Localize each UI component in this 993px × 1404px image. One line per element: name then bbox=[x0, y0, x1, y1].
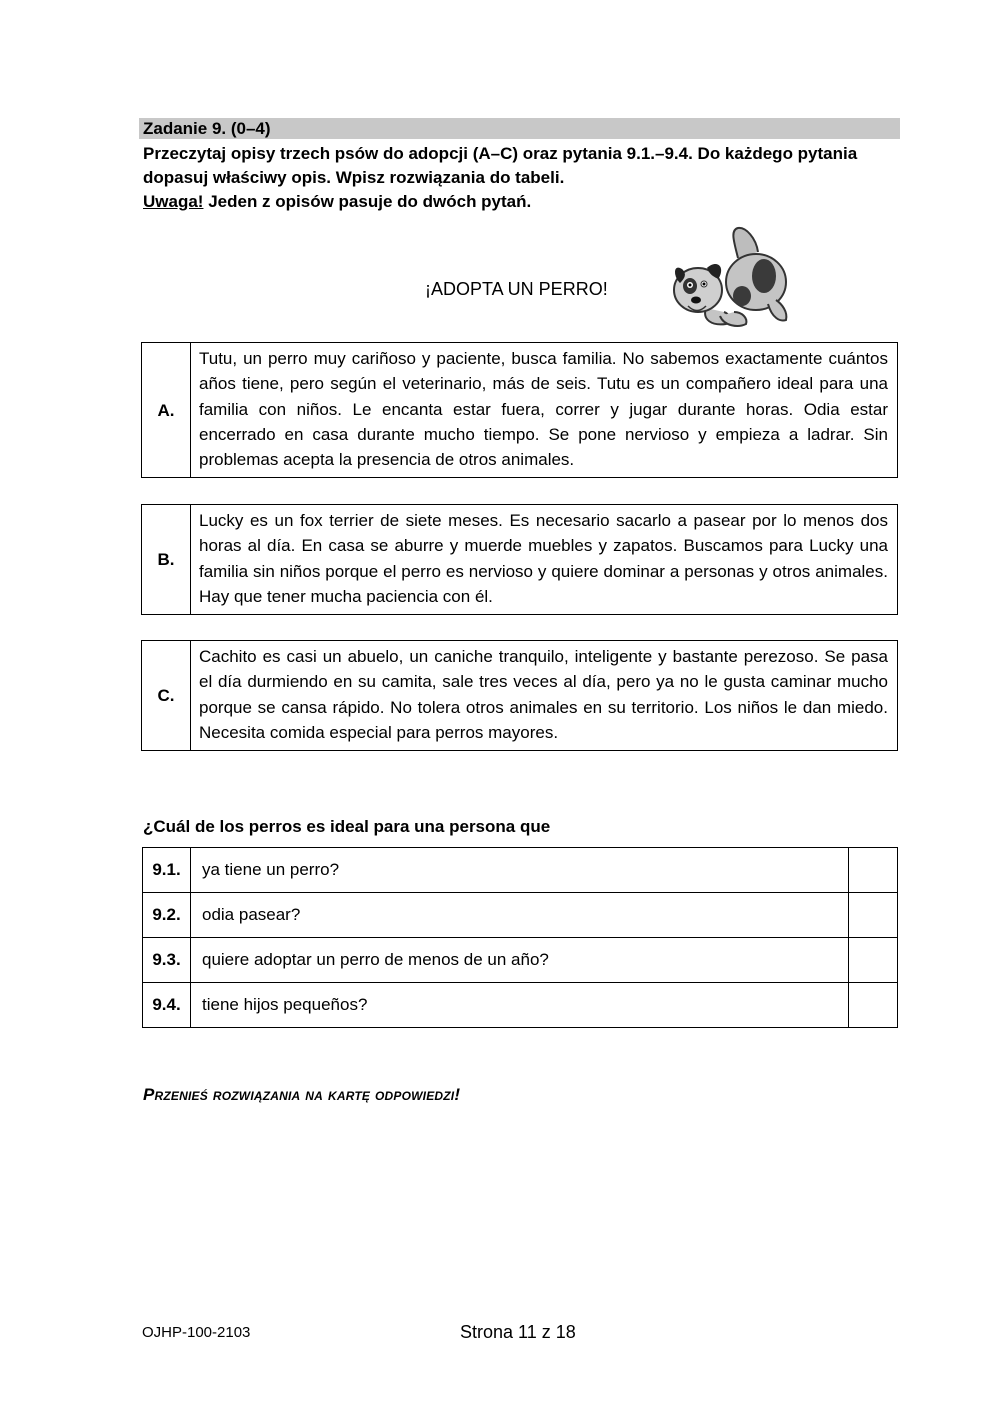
description-text: Tutu, un perro muy cariñoso y paciente, busca familia. No sabemos exactamente cuántos años tiene, pero según el veterinario, más de seis. Tutu es un compañero ideal para una familia con niños. Le encanta estar fuera, correr y jugar durante horas. Odia estar encerrado en casa durante mucho tiempo. Se pone nervioso y empieza a ladrar. Sin problemas acepta la presencia de otros animales. bbox=[191, 343, 898, 478]
task-title: Zadanie 9. (0–4) bbox=[143, 119, 271, 138]
note-text: Jeden z opisów pasuje do dwóch pytań. bbox=[203, 192, 532, 211]
question-text: odia pasear? bbox=[191, 893, 849, 938]
dog-illustration bbox=[668, 224, 792, 332]
note-line bbox=[143, 190, 903, 214]
question-number: 9.3. bbox=[143, 938, 191, 983]
transfer-note: Przenieś rozwiązania na kartę odpowiedzi! bbox=[143, 1085, 461, 1104]
question-number: 9.1. bbox=[143, 848, 191, 893]
description-text: Cachito es casi un abuelo, un caniche tranquilo, inteligente y bastante perezoso. Se pasa el día durmiendo en su camita, sale tres veces al día, pero ya no le gusta caminar mucho porque se cansa rápido. No tolera otros animales en su territorio. Los niños le dan miedo. Necesita comida especial para perros mayores. bbox=[191, 641, 898, 751]
banner-title: ¡ADOPTA UN PERRO! bbox=[425, 279, 608, 299]
description-box-c bbox=[141, 640, 898, 751]
footer-page-number: Strona 11 z 18 bbox=[460, 1322, 576, 1342]
questions-heading: ¿Cuál de los perros es ideal para una persona que bbox=[143, 817, 551, 836]
task-instructions bbox=[143, 142, 903, 214]
description-text: Lucky es un fox terrier de siete meses. Es necesario sacarlo a pasear por lo menos dos horas al día. En casa se aburre y muerde muebles y zapatos. Buscamos para Lucky una familia sin niños porque el perro es nervioso y quiere dominar a personas y otros animales. Hay que tener mucha paciencia con él. bbox=[191, 505, 898, 615]
question-text: quiere adoptar un perro de menos de un año? bbox=[191, 938, 849, 983]
description-letter: C. bbox=[142, 641, 191, 751]
question-row bbox=[143, 893, 898, 938]
answer-cell[interactable] bbox=[849, 938, 898, 983]
note-label: Uwaga! bbox=[143, 192, 204, 211]
question-text: tiene hijos pequeños? bbox=[191, 983, 849, 1028]
description-letter: B. bbox=[142, 505, 191, 615]
question-number: 9.2. bbox=[143, 893, 191, 938]
questions-table bbox=[142, 847, 898, 1028]
answer-cell[interactable] bbox=[849, 893, 898, 938]
question-row bbox=[143, 938, 898, 983]
description-box-a bbox=[141, 342, 898, 478]
question-row bbox=[143, 983, 898, 1028]
instruction-line-1: Przeczytaj opisy trzech psów do adopcji (A–C) oraz pytania 9.1.–9.4. Do każdego pytania bbox=[143, 144, 858, 163]
question-number: 9.4. bbox=[143, 983, 191, 1028]
answer-cell[interactable] bbox=[849, 848, 898, 893]
description-letter: A. bbox=[142, 343, 191, 478]
instruction-line-2: dopasuj właściwy opis. Wpisz rozwiązania do tabeli. bbox=[143, 168, 565, 187]
question-text: ya tiene un perro? bbox=[191, 848, 849, 893]
footer-code: OJHP-100-2103 bbox=[142, 1324, 251, 1341]
answer-cell[interactable] bbox=[849, 983, 898, 1028]
question-row bbox=[143, 848, 898, 893]
description-box-b bbox=[141, 504, 898, 615]
